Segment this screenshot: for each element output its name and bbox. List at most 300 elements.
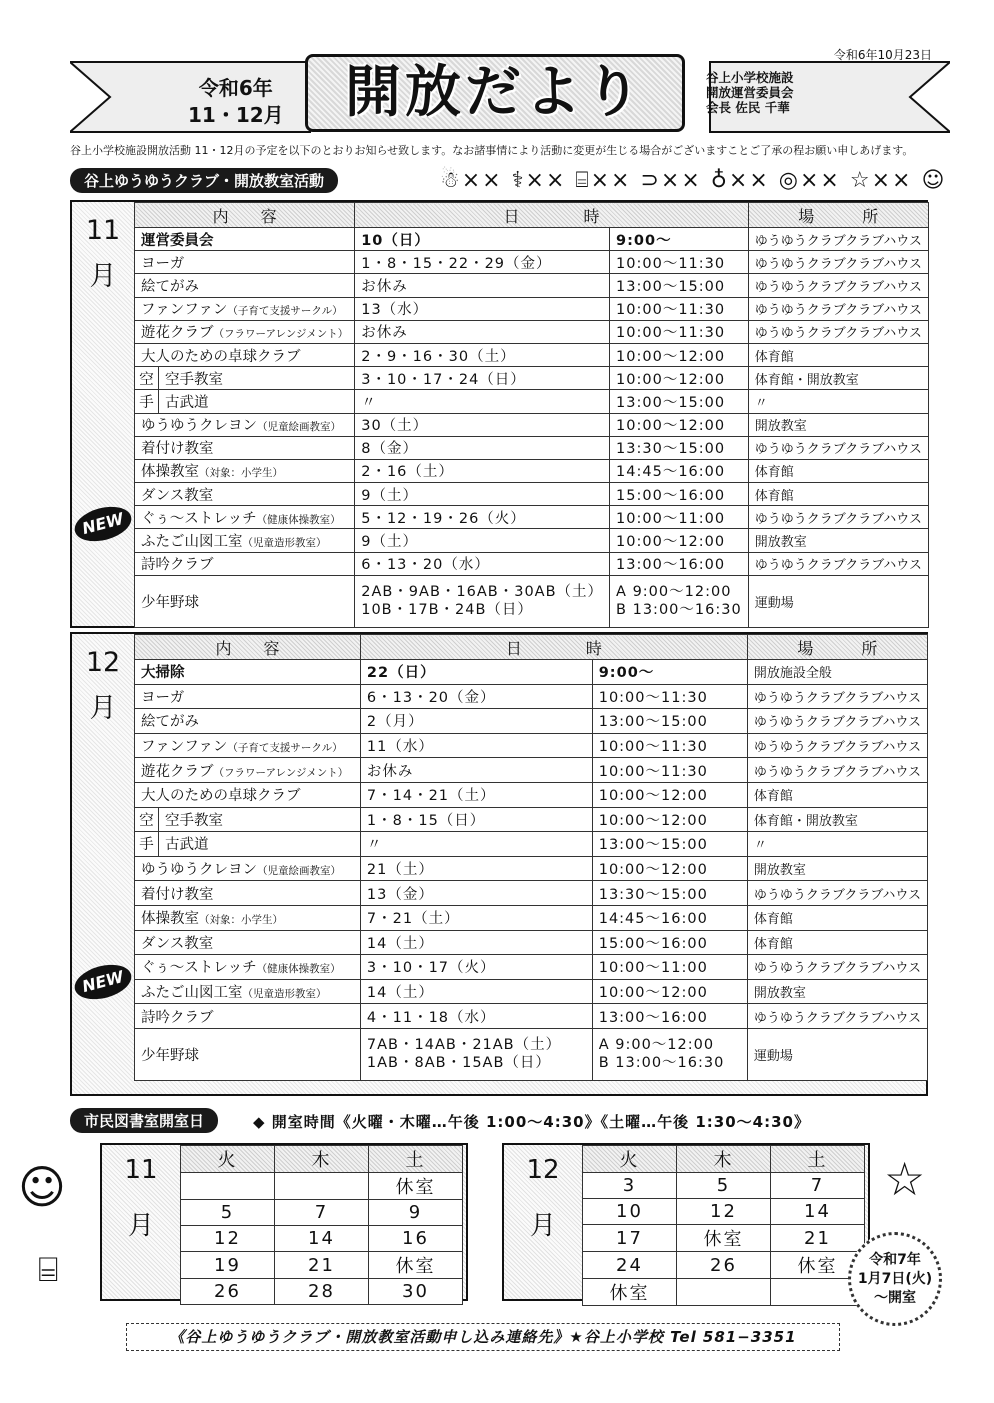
month-number: 12 <box>526 1155 560 1185</box>
table-row <box>135 343 929 366</box>
baseball-time-line: A 9:00〜12:00 <box>598 1037 715 1054</box>
weekday-header: 火 <box>583 1146 677 1173</box>
activity-date: 2・9・16・30（土） <box>355 343 610 366</box>
activity-name <box>135 552 355 575</box>
activity-place: 体育館・開放教室 <box>748 367 928 390</box>
activity-date: 3・10・17・24（日） <box>355 367 610 390</box>
activity-time: 10:00〜11:30 <box>592 758 747 783</box>
table-row <box>135 483 929 506</box>
activity-name <box>135 506 355 529</box>
activity-time: 10:00〜12:00 <box>610 529 749 552</box>
activity-title: 体操教室 <box>141 464 199 481</box>
baseball-date-line: 10B・17B・24B（日） <box>361 602 533 619</box>
reopen-line: 1月7日(火) <box>857 1271 933 1287</box>
table-row <box>135 413 929 436</box>
page-title: 開放だより <box>345 60 645 125</box>
issuer-line: 開放運営委員会 <box>706 85 794 100</box>
activity-title: 絵てがみ <box>141 278 199 295</box>
activity-title: ゆうゆうクレヨン <box>141 418 257 435</box>
candy-cane-icon: ⚕ <box>511 168 526 193</box>
library-hours: ◆ 開室時間《火曜・木曜…午後 1:00〜4:30》《土曜…午後 1:30〜4:30》 <box>253 1113 810 1131</box>
activity-place: 体育館 <box>748 483 928 506</box>
activity-note: （対象：小学生） <box>199 467 283 480</box>
activity-title: 遊花クラブ <box>141 763 214 780</box>
activity-name <box>135 459 355 482</box>
column-header-content: 内 容 <box>135 635 361 660</box>
activities-section-label: 谷上ゆうゆうクラブ・開放教室活動 <box>70 168 338 193</box>
activity-date: 11（水） <box>360 733 592 758</box>
karate-label: 手 <box>135 832 159 857</box>
activity-name <box>135 343 355 366</box>
activity-date: 13（水） <box>355 297 610 320</box>
activity-name <box>135 1004 361 1029</box>
activity-name <box>135 274 355 297</box>
library-day-cell: 12 <box>677 1199 771 1225</box>
column-header-place: 場 所 <box>748 203 928 228</box>
activity-name <box>135 251 355 274</box>
activity-date: 14（土） <box>360 979 592 1004</box>
activity-title: 大掃除 <box>141 665 185 682</box>
new-badge: NEW <box>71 501 135 547</box>
activity-time: 10:00〜11:30 <box>592 733 747 758</box>
activity-title: ファンファン <box>141 302 228 319</box>
table-row <box>135 228 929 251</box>
baseball-time-line: A 9:00〜12:00 <box>616 584 732 601</box>
activity-place: ゆうゆうクラブクラブハウス <box>748 506 928 529</box>
activity-note: （児童絵画教室） <box>257 865 341 878</box>
table-row <box>135 320 929 343</box>
activity-place: ゆうゆうクラブクラブハウス <box>748 436 928 459</box>
library-row <box>583 1252 865 1279</box>
table-row <box>135 709 928 734</box>
library-section-label: 市民図書室開室日 <box>70 1108 218 1133</box>
library-december-table <box>582 1145 865 1306</box>
activity-title: ヨーガ <box>141 255 185 272</box>
activity-title: 遊花クラブ <box>141 325 214 342</box>
new-badge: NEW <box>71 959 135 1005</box>
library-day-cell: 7 <box>275 1200 369 1226</box>
karate-label: 空 <box>135 807 159 832</box>
activity-name <box>135 979 361 1004</box>
activity-place: ゆうゆうクラブクラブハウス <box>747 881 927 906</box>
issue-date: 令和6年10月23日 <box>833 48 932 62</box>
month-char: 月 <box>89 693 117 724</box>
activity-time: 13:00〜15:00 <box>610 390 749 413</box>
table-row <box>135 979 928 1004</box>
activity-time: 13:30〜15:00 <box>592 881 747 906</box>
activity-title: 詩吟クラブ <box>141 1009 214 1026</box>
table-row-baseball <box>135 575 929 627</box>
activity-time: 10:00〜11:00 <box>610 506 749 529</box>
activity-time <box>610 575 749 627</box>
activity-title: ファンファン <box>141 739 228 756</box>
activity-note: （子育て支援サークル） <box>227 742 343 755</box>
library-day-cell: 休室 <box>771 1252 865 1279</box>
library-day-cell: 休室 <box>369 1173 463 1200</box>
library-day-cell: 休室 <box>369 1252 463 1279</box>
library-day-cell: 21 <box>771 1225 865 1252</box>
star-icon: ☆ <box>849 168 872 193</box>
intro-text: 谷上小学校施設開放活動 11・12月の予定を以下のとおりお知らせ致します。なお諸事情により活動に変更が生じる場合がございますことご了承の程お願い申しあげます。 <box>70 144 914 157</box>
activity-time: 10:00〜12:00 <box>592 979 747 1004</box>
activity-name: 古武道 <box>159 832 361 857</box>
activity-date: 8（金） <box>355 436 610 459</box>
weekday-header: 土 <box>771 1146 865 1173</box>
activity-date: 2（月） <box>360 709 592 734</box>
activity-time: 14:45〜16:00 <box>610 459 749 482</box>
activity-date <box>360 1028 592 1080</box>
activity-place: 体育館 <box>747 930 927 955</box>
activity-title: ダンス教室 <box>141 487 214 504</box>
activity-place: 運動場 <box>748 575 928 627</box>
activity-place: ゆうゆうクラブクラブハウス <box>747 758 927 783</box>
activity-title: 運営委員会 <box>141 232 214 249</box>
table-row <box>135 436 929 459</box>
header-era <box>188 75 284 129</box>
activity-title: ふたご山図工室 <box>141 534 243 551</box>
baseball-date-line: 2AB・9AB・16AB・30AB（土） <box>361 584 604 601</box>
star-icon: ☆ <box>884 1152 926 1206</box>
table-row <box>135 930 928 955</box>
library-day-cell: 休室 <box>583 1279 677 1306</box>
library-november <box>100 1143 468 1301</box>
activity-place: ゆうゆうクラブクラブハウス <box>748 320 928 343</box>
activity-date: 5・12・19・26（火） <box>355 506 610 529</box>
column-header-place: 場 所 <box>747 635 927 660</box>
weekday-header: 木 <box>275 1146 369 1173</box>
activity-note: （子育て支援サークル） <box>227 305 343 318</box>
table-row <box>135 251 929 274</box>
santa-icon: ☺ <box>921 168 947 193</box>
activity-date: お休み <box>360 758 592 783</box>
activity-date: 10（日） <box>355 228 610 251</box>
activity-place: ゆうゆうクラブクラブハウス <box>747 733 927 758</box>
activity-time: 14:45〜16:00 <box>592 905 747 930</box>
gift-icon: ⌸ <box>38 1250 59 1290</box>
library-day-cell: 9 <box>369 1200 463 1226</box>
library-day-cell: 14 <box>275 1226 369 1252</box>
activity-place: 開放施設全般 <box>747 660 927 685</box>
library-row <box>583 1279 865 1306</box>
header-row <box>135 635 928 660</box>
activity-time: 13:00〜16:00 <box>592 1004 747 1029</box>
table-row <box>135 758 928 783</box>
activity-place: ゆうゆうクラブクラブハウス <box>748 228 928 251</box>
table-row <box>135 660 928 685</box>
activity-date: お休み <box>355 320 610 343</box>
activity-place: 開放教室 <box>747 856 927 881</box>
activity-place: 体育館・開放教室 <box>747 807 927 832</box>
activity-time: 13:00〜15:00 <box>610 274 749 297</box>
decoration-row: ☃×× ⚕×× ⌸×× ⊃×× ♁×× ◎×× ☆×× ☺ <box>440 168 947 193</box>
activity-name <box>135 684 361 709</box>
activity-date: 〃 <box>355 390 610 413</box>
library-day-cell: 12 <box>181 1226 275 1252</box>
activity-date: 6・13・20（金） <box>360 684 592 709</box>
activity-place: ゆうゆうクラブクラブハウス <box>747 684 927 709</box>
table-row <box>135 807 928 832</box>
activity-title: 着付け教室 <box>141 886 214 903</box>
library-day-cell: 5 <box>181 1200 275 1226</box>
activity-title: ぐぅ〜ストレッチ <box>141 960 257 977</box>
activity-date: 4・11・18（水） <box>360 1004 592 1029</box>
table-row <box>135 552 929 575</box>
activity-time: 10:00〜12:00 <box>610 413 749 436</box>
library-day-cell: 休室 <box>677 1225 771 1252</box>
activity-date <box>355 575 610 627</box>
activity-name <box>135 228 355 251</box>
activity-name <box>135 709 361 734</box>
library-row <box>181 1200 463 1226</box>
activity-name <box>135 782 361 807</box>
activity-date: 1・8・15・22・29（金） <box>355 251 610 274</box>
activity-time: 15:00〜16:00 <box>610 483 749 506</box>
activity-time: 13:30〜15:00 <box>610 436 749 459</box>
era-months: 11・12月 <box>188 103 284 127</box>
activity-note: （児童絵画教室） <box>257 421 341 434</box>
library-day-cell: 21 <box>275 1252 369 1279</box>
activity-place: 体育館 <box>748 459 928 482</box>
activity-name: 空手教室 <box>159 807 361 832</box>
library-day-cell: 3 <box>583 1173 677 1199</box>
table-row <box>135 1004 928 1029</box>
month-number: 11 <box>85 215 121 246</box>
table-row <box>135 905 928 930</box>
baseball-date-line: 1AB・8AB・15AB（日） <box>366 1055 551 1072</box>
column-header-datetime: 日 時 <box>360 635 747 660</box>
activity-time: 10:00〜11:30 <box>610 297 749 320</box>
library-day-cell: 14 <box>771 1199 865 1225</box>
column-header-content: 内 容 <box>135 203 355 228</box>
month-char: 月 <box>529 1211 556 1241</box>
reopen-line: 令和7年 <box>869 1252 921 1268</box>
library-day-cell: 28 <box>275 1279 369 1305</box>
activity-name <box>135 905 361 930</box>
activity-note: （対象：小学生） <box>199 914 283 927</box>
month-number: 11 <box>124 1155 158 1185</box>
activity-name <box>135 297 355 320</box>
issuer <box>706 70 794 115</box>
activity-name <box>135 955 361 980</box>
activity-time: 13:00〜15:00 <box>592 832 747 857</box>
activity-name <box>135 413 355 436</box>
activity-note: （フラワーアレンジメント） <box>213 766 349 779</box>
month-char: 月 <box>89 261 117 292</box>
activity-time: 13:00〜16:00 <box>610 552 749 575</box>
contact-info: 《谷上ゆうゆうクラブ・開放教室活動申し込み連絡先》★谷上小学校 Tel 581−3351 <box>126 1323 840 1351</box>
activity-date: 13（金） <box>360 881 592 906</box>
header-row <box>135 203 929 228</box>
activity-time: 10:00〜12:00 <box>592 856 747 881</box>
library-row <box>181 1252 463 1279</box>
table-row-baseball <box>135 1028 928 1080</box>
reopen-notice <box>848 1232 942 1326</box>
activity-title: 絵てがみ <box>141 714 199 731</box>
activity-time: 10:00〜12:00 <box>592 807 747 832</box>
library-day-cell: 19 <box>181 1252 275 1279</box>
activity-place: 運動場 <box>747 1028 927 1080</box>
table-row <box>135 274 929 297</box>
activity-place: ゆうゆうクラブクラブハウス <box>747 955 927 980</box>
table-row <box>135 684 928 709</box>
karate-label: 空 <box>135 367 159 390</box>
november-table <box>134 202 929 628</box>
library-row <box>181 1173 463 1200</box>
table-row <box>135 506 929 529</box>
activity-note: （児童造形教室） <box>242 537 327 550</box>
library-row <box>181 1279 463 1305</box>
library-day-cell: 5 <box>677 1173 771 1199</box>
bell-icon: ♁ <box>710 168 729 193</box>
baseball-time-line: B 13:00〜16:30 <box>616 602 742 619</box>
karate-label: 手 <box>135 390 159 413</box>
activity-place: 開放教室 <box>748 529 928 552</box>
baseball-time-line: B 13:00〜16:30 <box>598 1055 725 1072</box>
activity-time: 10:00〜11:00 <box>592 955 747 980</box>
activity-name <box>135 758 361 783</box>
activity-date: 7・14・21（土） <box>360 782 592 807</box>
table-row <box>135 297 929 320</box>
activity-date: 22（日） <box>360 660 592 685</box>
activity-date: 9（土） <box>355 483 610 506</box>
december-schedule <box>70 632 928 1096</box>
activity-time: 10:00〜11:30 <box>592 684 747 709</box>
activity-name <box>135 529 355 552</box>
activity-name: 少年野球 <box>135 575 355 627</box>
activity-date: 9（土） <box>355 529 610 552</box>
library-day-cell: 17 <box>583 1225 677 1252</box>
activity-name <box>135 881 361 906</box>
month-char: 月 <box>127 1211 154 1241</box>
activity-title: 大人のための卓球クラブ <box>141 788 301 805</box>
activity-time <box>592 1028 747 1080</box>
table-row <box>135 529 929 552</box>
activity-name: 空手教室 <box>159 367 355 390</box>
activity-place: ゆうゆうクラブクラブハウス <box>748 297 928 320</box>
activity-place: 開放教室 <box>748 413 928 436</box>
activity-date: 1・8・15（日） <box>360 807 592 832</box>
activity-date: 6・13・20（水） <box>355 552 610 575</box>
activity-date: 3・10・17（火） <box>360 955 592 980</box>
activity-place: 開放教室 <box>747 979 927 1004</box>
library-day-cell <box>181 1173 275 1200</box>
month-number: 12 <box>85 647 121 678</box>
activity-date: お休み <box>355 274 610 297</box>
activity-place: ゆうゆうクラブクラブハウス <box>748 251 928 274</box>
snowman-icon: ☃ <box>440 168 462 193</box>
library-day-cell <box>275 1173 369 1200</box>
table-row <box>135 367 929 390</box>
activity-place: ゆうゆうクラブクラブハウス <box>747 1004 927 1029</box>
activity-place: 体育館 <box>747 782 927 807</box>
activity-name <box>135 436 355 459</box>
activity-title: ふたご山図工室 <box>141 985 243 1002</box>
weekday-header: 火 <box>181 1146 275 1173</box>
activity-place: ゆうゆうクラブクラブハウス <box>748 552 928 575</box>
december-table <box>134 634 928 1081</box>
activity-note: （健康体操教室） <box>256 513 341 526</box>
activity-date: 7・21（土） <box>360 905 592 930</box>
november-schedule <box>70 200 928 628</box>
activity-date: 〃 <box>360 832 592 857</box>
library-day-cell: 10 <box>583 1199 677 1225</box>
activity-title: ゆうゆうクレヨン <box>141 862 257 879</box>
activity-time: 10:00〜12:00 <box>610 343 749 366</box>
library-row <box>583 1173 865 1199</box>
activity-name <box>135 660 361 685</box>
activity-name <box>135 856 361 881</box>
activity-date: 21（土） <box>360 856 592 881</box>
table-row <box>135 390 929 413</box>
activity-time: 9:00〜 <box>592 660 747 685</box>
table-row <box>135 733 928 758</box>
activity-date: 14（土） <box>360 930 592 955</box>
activity-place: 〃 <box>748 390 928 413</box>
library-row <box>181 1226 463 1252</box>
weekday-header: 木 <box>677 1146 771 1173</box>
library-day-cell: 30 <box>369 1279 463 1305</box>
activity-name <box>135 733 361 758</box>
library-day-cell: 7 <box>771 1173 865 1199</box>
issuer-line: 会長 佐民 千華 <box>706 100 790 115</box>
activity-time: 10:00〜12:00 <box>610 367 749 390</box>
activity-time: 10:00〜12:00 <box>592 782 747 807</box>
activity-name: 少年野球 <box>135 1028 361 1080</box>
table-row <box>135 782 928 807</box>
activity-title: 着付け教室 <box>141 441 214 458</box>
activity-time: 13:00〜15:00 <box>592 709 747 734</box>
library-day-cell: 16 <box>369 1226 463 1252</box>
library-december <box>502 1143 870 1304</box>
activity-place: 〃 <box>747 832 927 857</box>
issuer-line: 谷上小学校施設 <box>706 70 794 85</box>
weekday-row <box>583 1146 865 1173</box>
gift-icon: ⌸ <box>575 168 591 193</box>
activity-name <box>135 930 361 955</box>
weekday-row <box>181 1146 463 1173</box>
activity-name: 古武道 <box>159 390 355 413</box>
reopen-line: 〜開室 <box>874 1290 916 1306</box>
activity-note: （健康体操教室） <box>256 963 341 976</box>
activity-place: 体育館 <box>748 343 928 366</box>
activity-time: 9:00〜 <box>610 228 749 251</box>
activity-place: 体育館 <box>747 905 927 930</box>
activity-place: ゆうゆうクラブクラブハウス <box>747 709 927 734</box>
library-day-cell: 26 <box>677 1252 771 1279</box>
library-november-table <box>180 1145 463 1305</box>
weekday-header: 土 <box>369 1146 463 1173</box>
activity-place: ゆうゆうクラブクラブハウス <box>748 274 928 297</box>
library-row <box>583 1199 865 1225</box>
activity-date: 2・16（土） <box>355 459 610 482</box>
santa-icon: ☺ <box>18 1160 66 1214</box>
table-row <box>135 459 929 482</box>
library-day-cell: 24 <box>583 1252 677 1279</box>
table-row <box>135 856 928 881</box>
activity-note: （フラワーアレンジメント） <box>213 328 349 341</box>
wreath-icon: ◎ <box>778 168 800 193</box>
activity-name <box>135 483 355 506</box>
activity-date: 30（土） <box>355 413 610 436</box>
stocking-icon: ⊃ <box>640 168 661 193</box>
column-header-datetime: 日 時 <box>355 203 748 228</box>
activity-time: 10:00〜11:30 <box>610 251 749 274</box>
activity-title: 大人のための卓球クラブ <box>141 348 301 365</box>
library-day-cell: 26 <box>181 1279 275 1305</box>
era-year: 令和6年 <box>198 76 273 100</box>
library-row <box>583 1225 865 1252</box>
table-row <box>135 881 928 906</box>
